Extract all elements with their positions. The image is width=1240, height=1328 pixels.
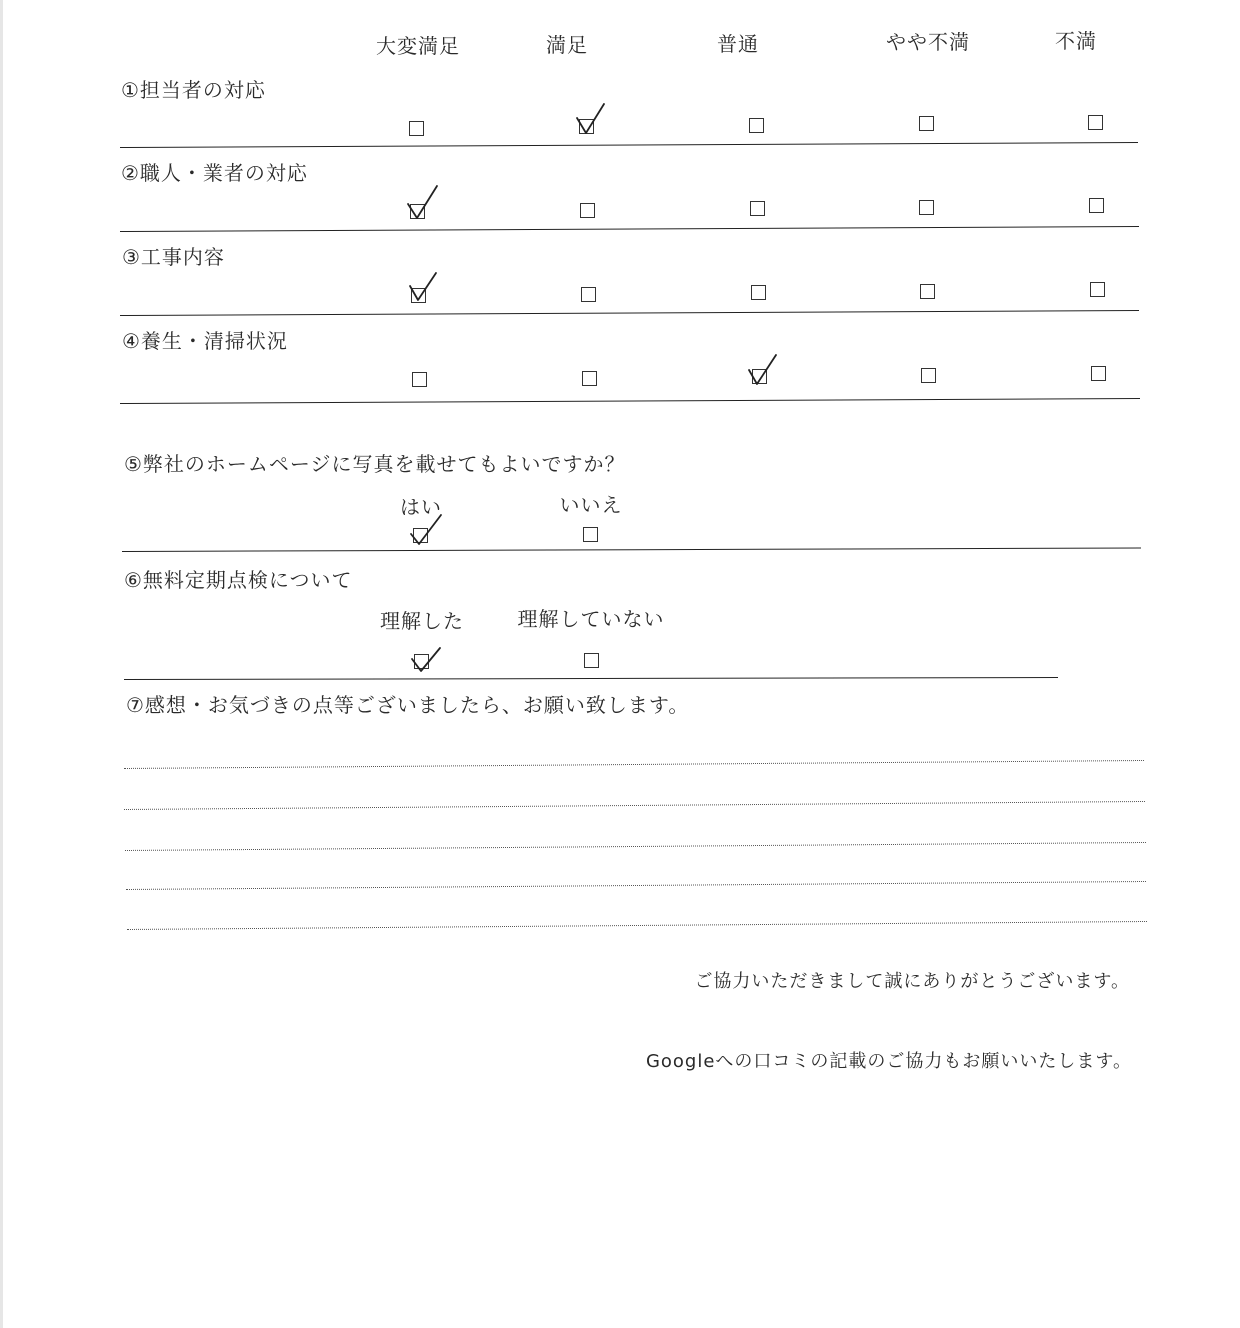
thanks-message: ご協力いただきまして誠にありがとうございます。 — [694, 971, 1130, 992]
comment-line[interactable] — [126, 881, 1146, 890]
q7-label: ⑦感想・お気づきの点等ございましたら、お願い致します。 — [126, 693, 690, 717]
r1-checkbox-satisfied[interactable] — [579, 119, 594, 134]
row-divider — [120, 226, 1139, 232]
r4-checkbox-somewhat-dissatisfied[interactable] — [921, 368, 936, 383]
q5-option-no: いいえ — [559, 493, 623, 517]
r2-checkbox-dissatisfied[interactable] — [1089, 198, 1104, 213]
r2-checkbox-satisfied[interactable] — [580, 203, 595, 218]
rating-label-staff: ①担当者の対応 — [121, 78, 266, 102]
row-divider — [120, 310, 1139, 316]
q6-option-understood: 理解した — [380, 609, 464, 633]
q6-checkbox-not-understood[interactable] — [584, 653, 599, 668]
r3-checkbox-dissatisfied[interactable] — [1090, 282, 1105, 297]
column-header-somewhat-dissatisfied: やや不満 — [886, 30, 970, 54]
r3-checkbox-satisfied[interactable] — [581, 287, 596, 302]
row-divider — [120, 142, 1138, 148]
r2-checkbox-somewhat-dissatisfied[interactable] — [919, 200, 934, 215]
section-divider — [122, 547, 1141, 552]
row-divider — [120, 398, 1140, 404]
column-header-neutral: 普通 — [717, 32, 759, 56]
q5-option-yes: はい — [400, 495, 442, 519]
column-header-very-satisfied: 大変満足 — [376, 34, 460, 58]
comment-line[interactable] — [124, 801, 1145, 810]
r1-checkbox-dissatisfied[interactable] — [1088, 115, 1103, 130]
r3-checkbox-neutral[interactable] — [751, 285, 766, 300]
q6-label: ⑥無料定期点検について — [124, 568, 353, 592]
q6-checkbox-understood[interactable] — [414, 654, 429, 669]
comment-line[interactable] — [127, 921, 1147, 930]
section-divider — [124, 677, 1058, 680]
r2-checkbox-neutral[interactable] — [750, 201, 765, 216]
r1-checkbox-somewhat-dissatisfied[interactable] — [919, 116, 934, 131]
r4-checkbox-neutral[interactable] — [752, 369, 767, 384]
r2-checkbox-very-satisfied[interactable] — [410, 204, 425, 219]
q6-option-not-understood: 理解していない — [517, 607, 665, 631]
q5-checkbox-yes[interactable] — [413, 528, 428, 543]
column-header-satisfied: 満足 — [546, 33, 588, 57]
rating-label-cleanup: ④養生・清掃状況 — [122, 329, 288, 353]
rating-label-work: ③工事内容 — [122, 245, 225, 269]
scan-edge — [0, 0, 3, 1328]
r3-checkbox-very-satisfied[interactable] — [411, 288, 426, 303]
q5-checkbox-no[interactable] — [583, 527, 598, 542]
r1-checkbox-very-satisfied[interactable] — [409, 121, 424, 136]
r3-checkbox-somewhat-dissatisfied[interactable] — [920, 284, 935, 299]
comment-line[interactable] — [125, 842, 1146, 851]
column-header-dissatisfied: 不満 — [1055, 29, 1097, 53]
r4-checkbox-dissatisfied[interactable] — [1091, 366, 1106, 381]
rating-label-workers: ②職人・業者の対応 — [121, 161, 308, 185]
comment-line[interactable] — [124, 760, 1144, 769]
r4-checkbox-very-satisfied[interactable] — [412, 372, 427, 387]
r4-checkbox-satisfied[interactable] — [582, 371, 597, 386]
q5-label: ⑤弊社のホームページに写真を載せてもよいですか？ — [124, 452, 626, 476]
r1-checkbox-neutral[interactable] — [749, 118, 764, 133]
google-review-request: Googleへの口コミの記載のご協力もお願いいたします。 — [645, 1051, 1132, 1072]
